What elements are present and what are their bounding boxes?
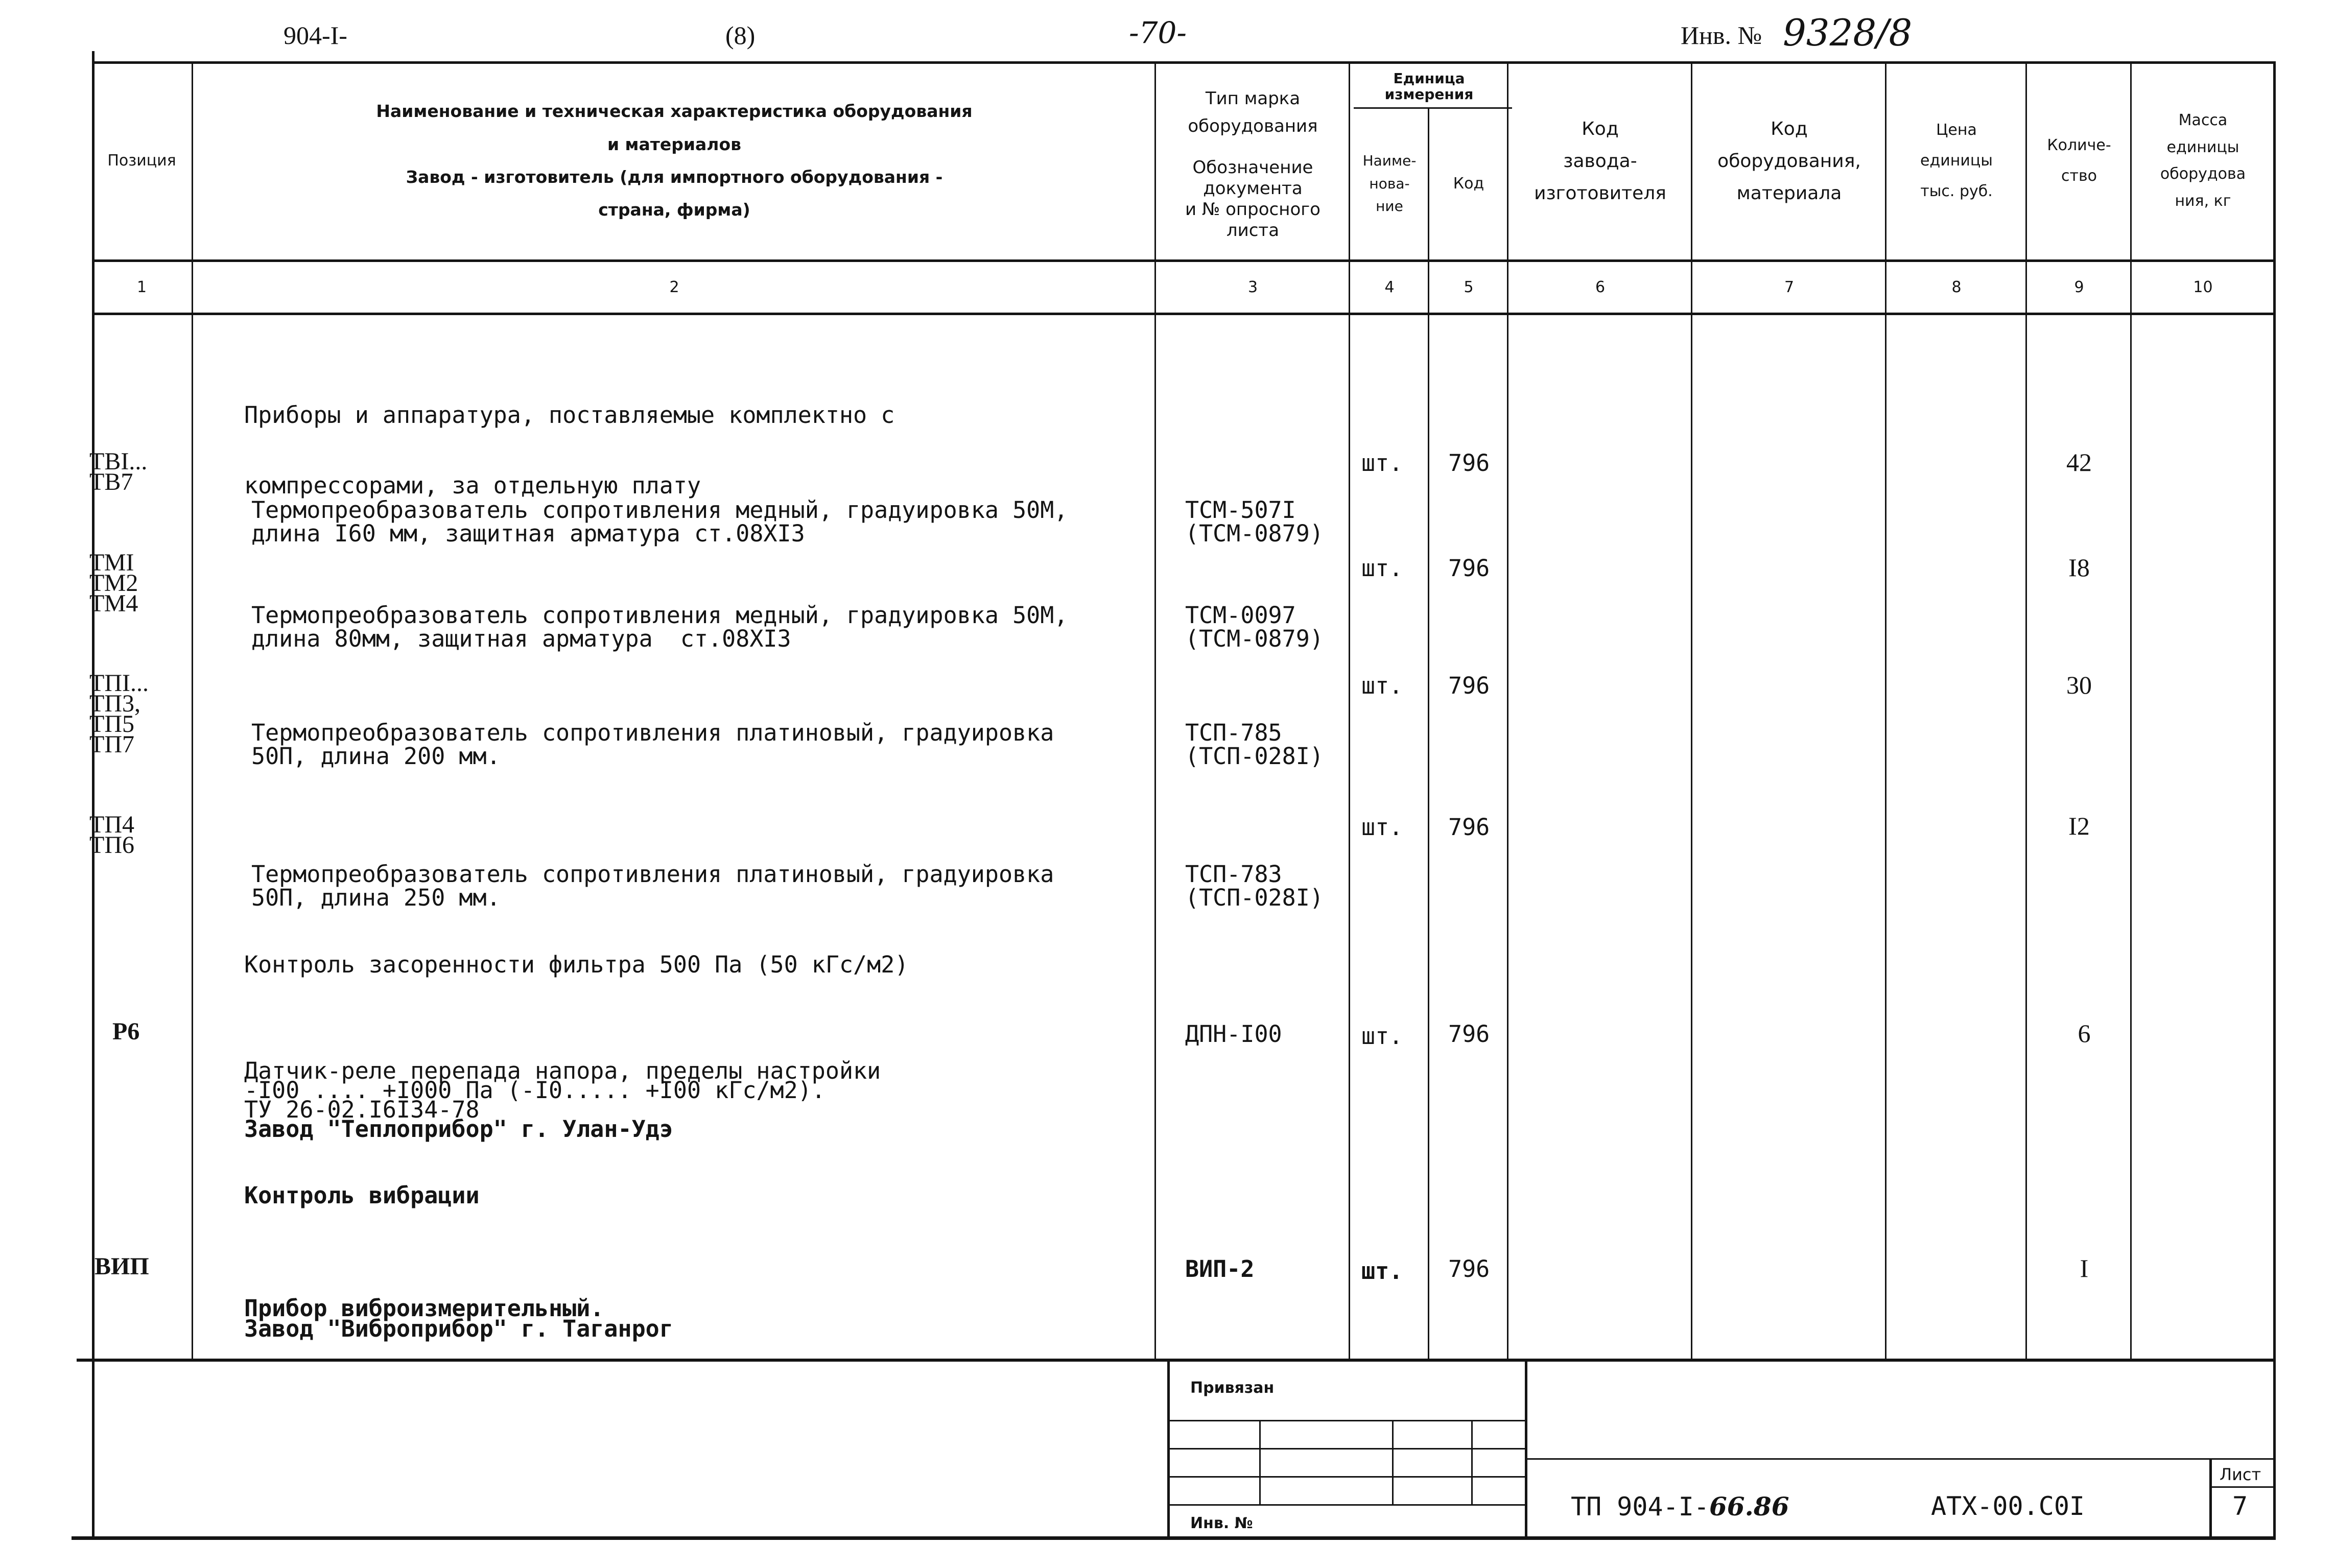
position-cell: ТВI... ТВ7 (89, 448, 148, 495)
position-cell: Р6 (112, 1018, 140, 1045)
type-cell: ТСП-783 (ТСП-028I) (1185, 861, 1324, 911)
header-quantity: Количе- ство (2047, 136, 2111, 185)
series-number: 904-I- (284, 21, 347, 50)
column-number: 5 (1464, 278, 1474, 296)
copy-number: (8) (725, 21, 756, 50)
unit-code-cell: 796 (1448, 672, 1490, 699)
sheet-label: Лист (2220, 1465, 2261, 1484)
position-cell: ТМI ТМ2 ТМ4 (89, 549, 138, 617)
document-suffix: 66.86 (1709, 1491, 1789, 1522)
page-number: -70- (1129, 15, 1187, 50)
quantity-cell: I (2080, 1254, 2089, 1282)
section-heading: Контроль вибрации (244, 1182, 480, 1209)
sheet-number: 7 (2232, 1491, 2248, 1521)
document-designation (1571, 1491, 1789, 1522)
header-document: Обозначение документа и № опросного листа (1185, 157, 1320, 241)
unit-name-cell: шт. (1361, 672, 1403, 699)
unit-code-cell: 796 (1448, 1020, 1490, 1048)
type-cell: ТСМ-507I (ТСМ-0879) (1185, 496, 1324, 547)
header-type: Тип марка оборудования (1188, 88, 1318, 136)
unit-name-cell: шт. (1361, 814, 1403, 841)
description-cell: Термопреобразователь сопротивления платиновый, градуировка 50П, длина 200 мм. (251, 719, 1054, 770)
description-cell: Датчик-реле перепада напора, пределы настройки -I00 .... +I000 Па (-I0..... +I00 кГс/м2). ТУ 26-02.I6I34-78 Завод "Теплоприбор" г. Улан-Удэ (244, 1057, 881, 1143)
unit-name-cell: шт. (1361, 449, 1403, 477)
quantity-cell: 30 (2066, 671, 2092, 699)
header-name: Наименование и техническая характеристика оборудования и материалов Завод - изготовитель (для импортного оборудования - страна, фирма) (376, 101, 973, 220)
unit-name-cell: шт. (1361, 555, 1403, 582)
header-position: Позиция (107, 151, 176, 170)
unit-code-cell: 796 (1448, 555, 1490, 582)
inventory-label: Инв. № (1681, 21, 1762, 50)
inventory-number: 9328/8 (1783, 11, 1913, 54)
header-unit-code: Код (1453, 174, 1484, 193)
column-number: 7 (1784, 278, 1795, 296)
column-number: 2 (669, 278, 679, 296)
quantity-cell: 6 (2078, 1019, 2091, 1048)
quantity-cell: I2 (2068, 812, 2090, 840)
unit-name-cell: шт. (1361, 1257, 1403, 1285)
inventory-no-label: Инв. № (1190, 1514, 1253, 1532)
section-heading: Приборы и аппаратура, поставляемые комплектно с компрессорами, за отдельную плату (244, 401, 895, 499)
unit-code-cell: 796 (1448, 449, 1490, 477)
header-factory-code: Код завода- изготовителя (1534, 118, 1666, 204)
column-number: 1 (136, 278, 147, 296)
unit-name-cell: шт. (1361, 1023, 1403, 1050)
column-number: 8 (1951, 278, 1962, 296)
header-equipment-code: Код оборудования, материала (1717, 118, 1861, 204)
column-number: 10 (2193, 278, 2213, 296)
column-number: 4 (1384, 278, 1395, 296)
quantity-cell: 42 (2066, 448, 2092, 477)
header-mass: Масса единицы оборудова ния, кг (2160, 111, 2246, 210)
description-cell: Термопреобразователь сопротивления платиновый, градуировка 50П, длина 250 мм. (251, 861, 1054, 911)
description-cell: Прибор виброизмерительный. Завод "Виброприбор" г. Таганрог (244, 1295, 673, 1342)
unit-code-cell: 796 (1448, 1255, 1490, 1282)
position-cell: ТП4 ТП6 (89, 811, 134, 859)
header-unit-group: Единица измерения (1384, 70, 1474, 103)
type-cell: ТСП-785 (ТСП-028I) (1185, 719, 1324, 770)
column-number: 6 (1595, 278, 1606, 296)
position-cell: ТПI... ТП3, ТП5 ТП7 (89, 670, 149, 758)
description-cell: Термопреобразователь сопротивления медный, градуировка 50М, длина 80мм, защитная арматура ст.08ХI3 (251, 602, 1068, 652)
type-cell: ВИП-2 (1185, 1255, 1255, 1282)
document-code: АТХ-00.С0I (1931, 1491, 2085, 1521)
column-number: 9 (2074, 278, 2084, 296)
description-cell: Термопреобразователь сопротивления медный, градуировка 50М, длина I60 мм, защитная арматура ст.08ХI3 (251, 496, 1068, 547)
header-unit-name: Наиме- нова- ние (1362, 152, 1417, 215)
quantity-cell: I8 (2068, 553, 2090, 582)
type-cell: ТСМ-0097 (ТСМ-0879) (1185, 602, 1324, 652)
header-price: Цена единицы тыс. руб. (1920, 121, 1993, 200)
position-cell: ВИП (95, 1253, 149, 1280)
linked-label: Привязан (1190, 1379, 1275, 1397)
column-number: 3 (1247, 278, 1258, 296)
document-prefix: ТП 904-I- (1571, 1492, 1709, 1522)
section-heading: Контроль засоренности фильтра 500 Па (50 кГс/м2) (244, 951, 909, 978)
unit-code-cell: 796 (1448, 814, 1490, 841)
type-cell: ДПН-I00 (1185, 1020, 1282, 1048)
